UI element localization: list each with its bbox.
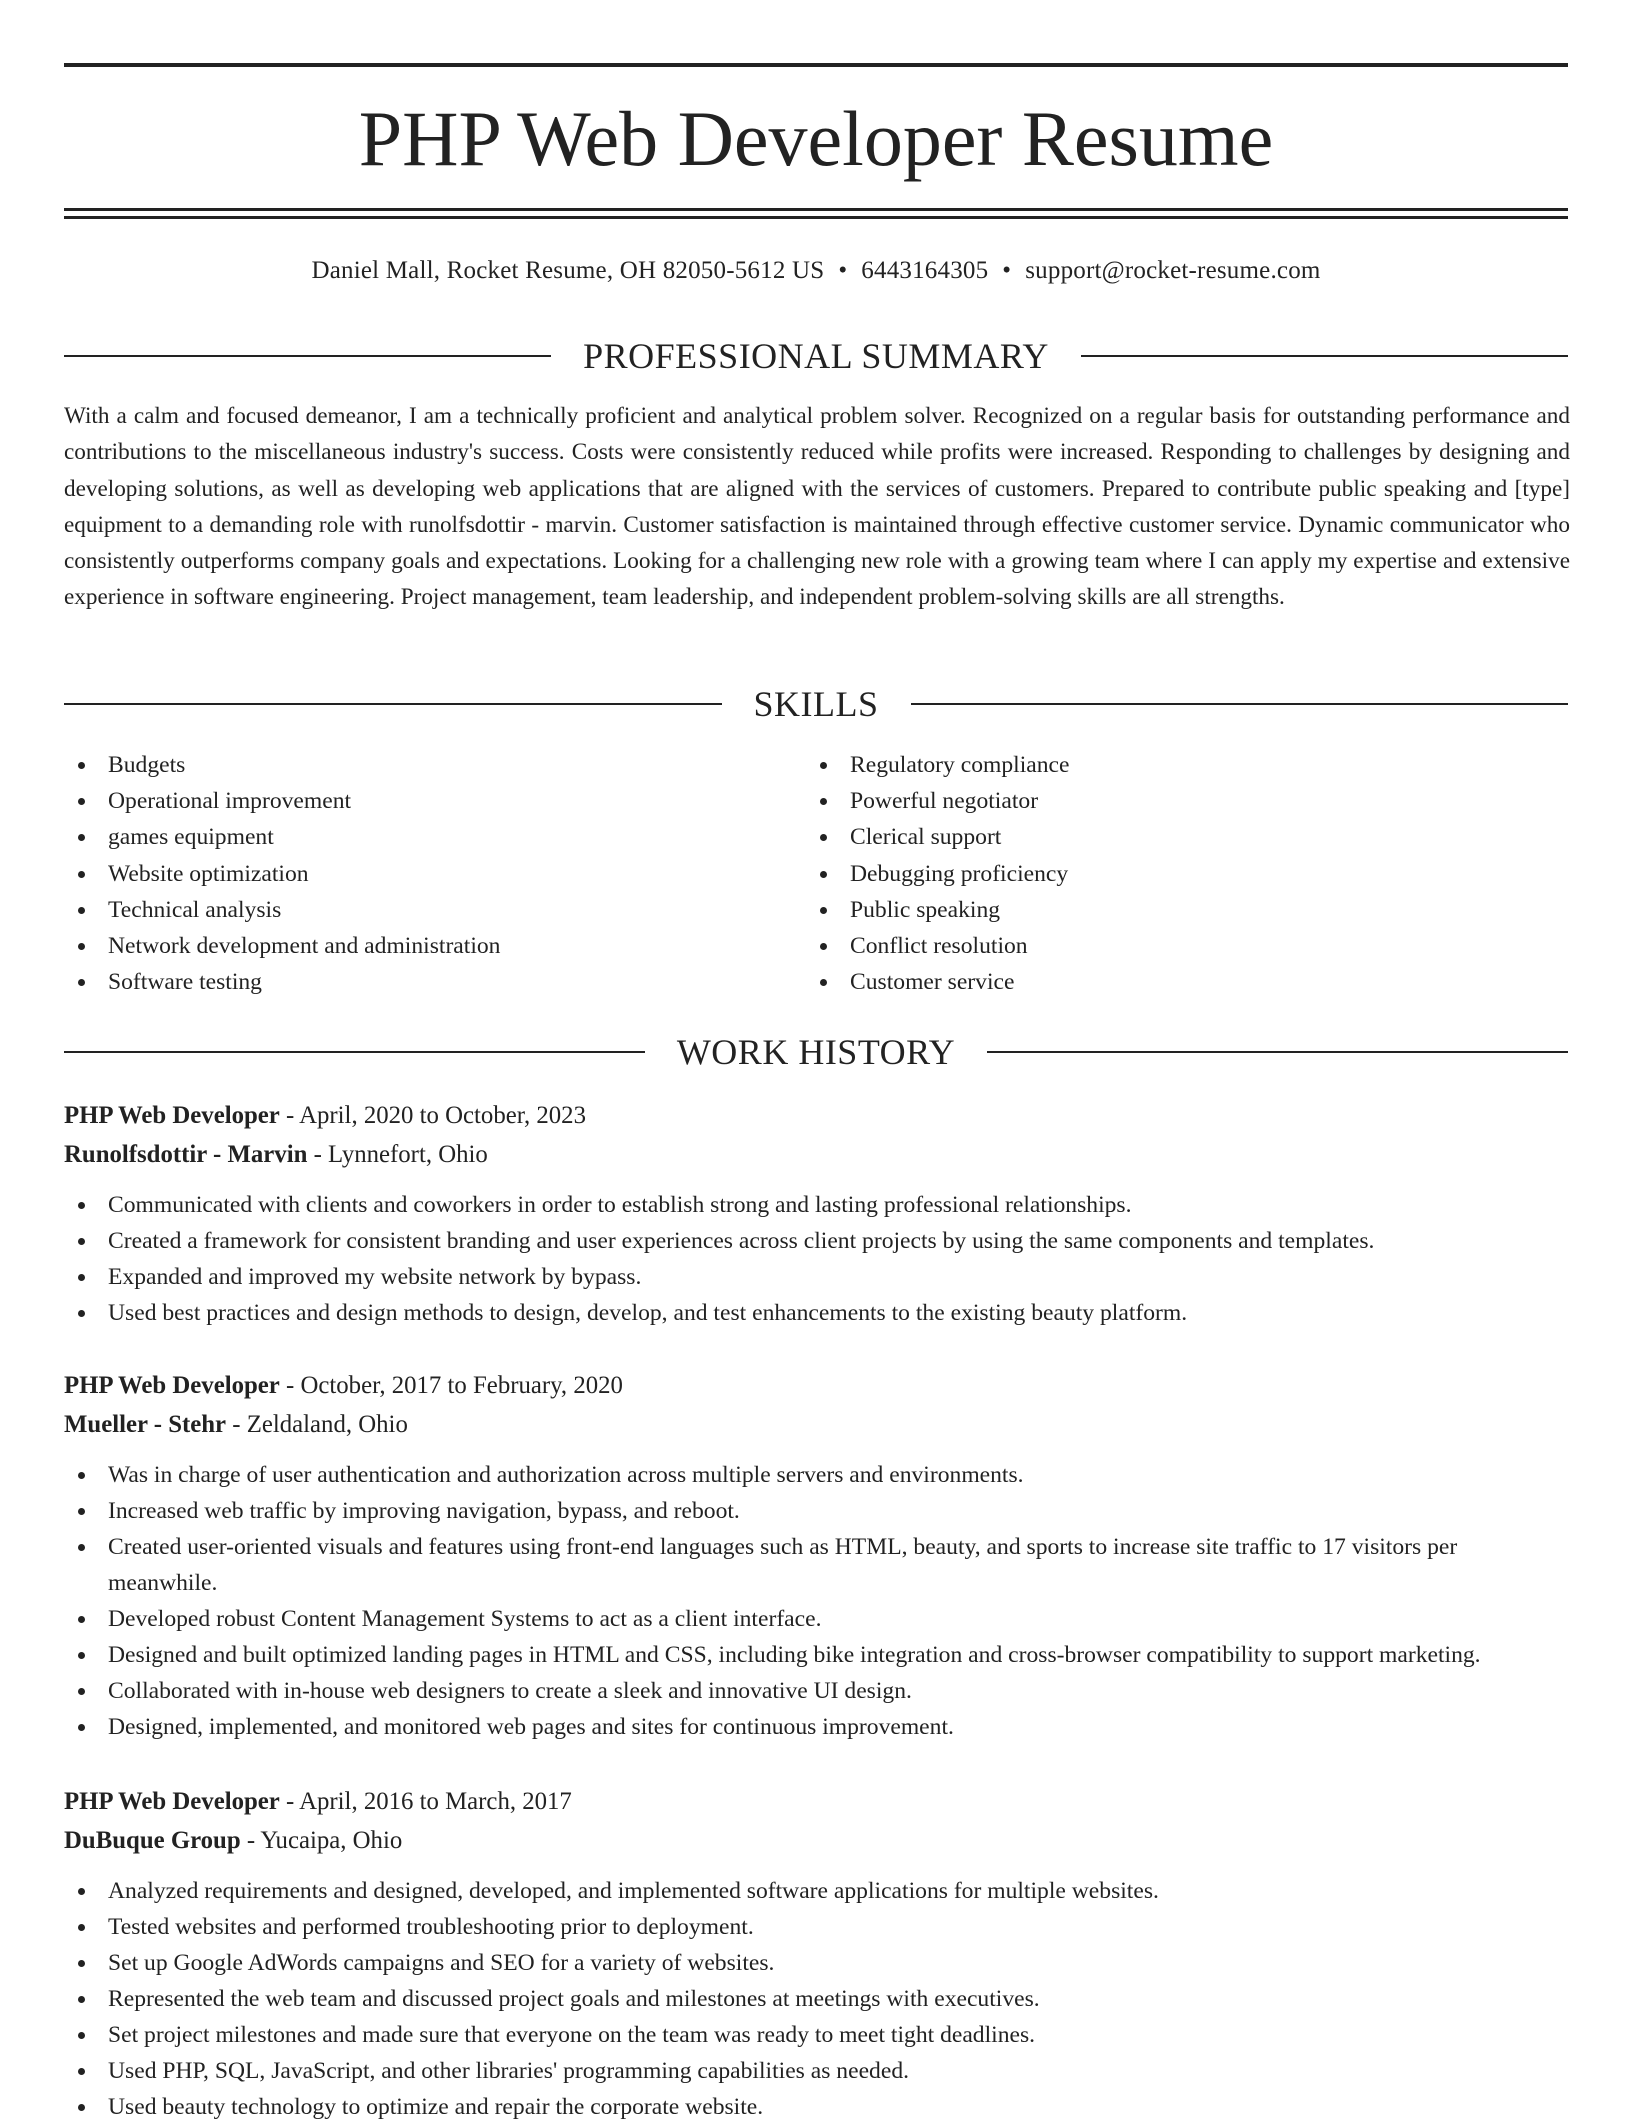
work-heading-label: WORK HISTORY [676,1032,956,1072]
job-bullet: Used best practices and design methods to design, develop, and test enhancements to the existing beauty platform. [64,1295,1568,1331]
job-company-line [64,1405,1568,1444]
job-bullets [64,1187,1568,1331]
skill-item: games equipment [64,819,764,855]
top-rule [64,63,1568,67]
heading-rule-right [911,703,1569,705]
job-bullet: Designed and built optimized landing pages in HTML and CSS, including bike integration and cross-browser compatibility to support marketing. [64,1637,1568,1673]
work-entry [64,1782,1568,2125]
job-title-line [64,1782,1568,1821]
contact-phone: 6443164305 [861,257,989,284]
work-section-heading [64,1030,1568,1074]
job-bullet: Analyzed requirements and designed, developed, and implemented software applications for multiple websites. [64,1873,1568,1909]
contact-email[interactable]: support@rocket-resume.com [1025,257,1321,284]
skill-item: Network development and administration [64,928,764,964]
skill-item: Budgets [64,747,764,783]
job-bullet: Developed robust Content Management Systems to act as a client interface. [64,1601,1568,1637]
job-bullet: Set project milestones and made sure that everyone on the team was ready to meet tight deadlines. [64,2017,1568,2053]
skill-item: Powerful negotiator [806,783,1506,819]
job-location: - Lynnefort, Ohio [307,1141,488,1168]
job-bullet: Used PHP, SQL, JavaScript, and other libraries' programming capabilities as needed. [64,2053,1568,2089]
job-bullet: Communicated with clients and coworkers in order to establish strong and lasting professional relationships. [64,1187,1568,1223]
job-bullet: Increased web traffic by improving navigation, bypass, and reboot. [64,1493,1568,1529]
job-bullet: Expanded and improved my website network by bypass. [64,1259,1568,1295]
skill-item: Software testing [64,964,764,1000]
summary-section-heading [64,334,1568,378]
skill-item: Website optimization [64,856,764,892]
job-location: - Zeldaland, Ohio [226,1411,408,1438]
job-bullet: Was in charge of user authentication and authorization across multiple servers and environments. [64,1457,1568,1493]
job-bullet: Tested websites and performed troubleshooting prior to deployment. [64,1909,1568,1945]
heading-rule-left [64,1051,645,1053]
job-location: - Yucaipa, Ohio [240,1827,403,1854]
job-company: Mueller - Stehr [64,1411,227,1438]
professional-summary: With a calm and focused demeanor, I am a technically proficient and analytical problem solver. Recognized on a regular basis for outstanding performance and contributions to the miscellaneous industry's success. Costs were consistently reduced while profits were increased. Responding to challenges by designing and developing solutions, as well as developing web applications that are aligned with the services of customers. Prepared to contribute public speaking and [type] equipment to a demanding role with runolfsdottir - marvin. Customer satisfaction is maintained through effective customer service. Dynamic communicator who consistently outperforms company goals and expectations. Looking for a challenging new role with a growing team where I can apply my expertise and extensive experience in software engineering. Project management, team leadership, and independent problem-solving skills are all strengths. [64,403,1570,611]
contact-separator: • [1002,257,1012,284]
job-bullet: Set up Google AdWords campaigns and SEO for a variety of websites. [64,1945,1568,1981]
resume-title: PHP Web Developer Resume [358,95,1274,182]
heading-rule-right [987,1051,1568,1053]
skill-item: Debugging proficiency [806,856,1506,892]
job-bullet: Collaborated with in-house web designers to create a sleek and innovative UI design. [64,1673,1568,1709]
job-bullet: Created a framework for consistent branding and user experiences across client projects by using the same components and templates. [64,1223,1568,1259]
skill-item: Clerical support [806,819,1506,855]
contact-separator: • [838,257,848,284]
title-rule-lower [64,216,1568,219]
skill-item: Customer service [806,964,1506,1000]
job-dates: - April, 2020 to October, 2023 [279,1102,586,1129]
job-company: Runolfsdottir - Marvin [64,1141,308,1168]
job-dates: - October, 2017 to February, 2020 [279,1372,623,1399]
job-dates: - April, 2016 to March, 2017 [279,1788,572,1815]
job-bullets [64,1873,1568,2125]
contact-line [64,254,1568,288]
title-rule-upper [64,208,1568,211]
skill-item: Regulatory compliance [806,747,1506,783]
work-entry [64,1366,1568,1745]
job-company-line [64,1135,1568,1174]
job-bullet: Used beauty technology to optimize and repair the corporate website. [64,2089,1568,2125]
job-bullet: Created user-oriented visuals and features using front-end languages such as HTML, beauty, and sports to increase site traffic to 17 visitors per meanwhile. [64,1529,1568,1601]
job-title: PHP Web Developer [64,1788,280,1815]
heading-rule-left [64,703,722,705]
summary-heading-label: PROFESSIONAL SUMMARY [583,336,1049,376]
job-title-line [64,1096,1568,1135]
job-company: DuBuque Group [64,1827,241,1854]
job-title: PHP Web Developer [64,1102,280,1129]
skill-item: Operational improvement [64,783,764,819]
job-title: PHP Web Developer [64,1372,280,1399]
work-entry [64,1096,1568,1331]
job-bullet: Represented the web team and discussed project goals and milestones at meetings with executives. [64,1981,1568,2017]
heading-rule-left [64,355,551,357]
job-title-line [64,1366,1568,1405]
skill-item: Public speaking [806,892,1506,928]
job-bullets [64,1457,1568,1745]
skill-item: Technical analysis [64,892,764,928]
skills-section-heading [64,682,1568,726]
skills-list-left [64,747,764,1000]
skills-heading-label: SKILLS [753,684,879,724]
job-bullet: Designed, implemented, and monitored web pages and sites for continuous improvement. [64,1709,1568,1745]
job-company-line [64,1821,1568,1860]
skill-item: Conflict resolution [806,928,1506,964]
heading-rule-right [1081,355,1568,357]
skills-list-right [806,747,1506,1000]
contact-address: Daniel Mall, Rocket Resume, OH 82050-5612 US [311,257,825,284]
